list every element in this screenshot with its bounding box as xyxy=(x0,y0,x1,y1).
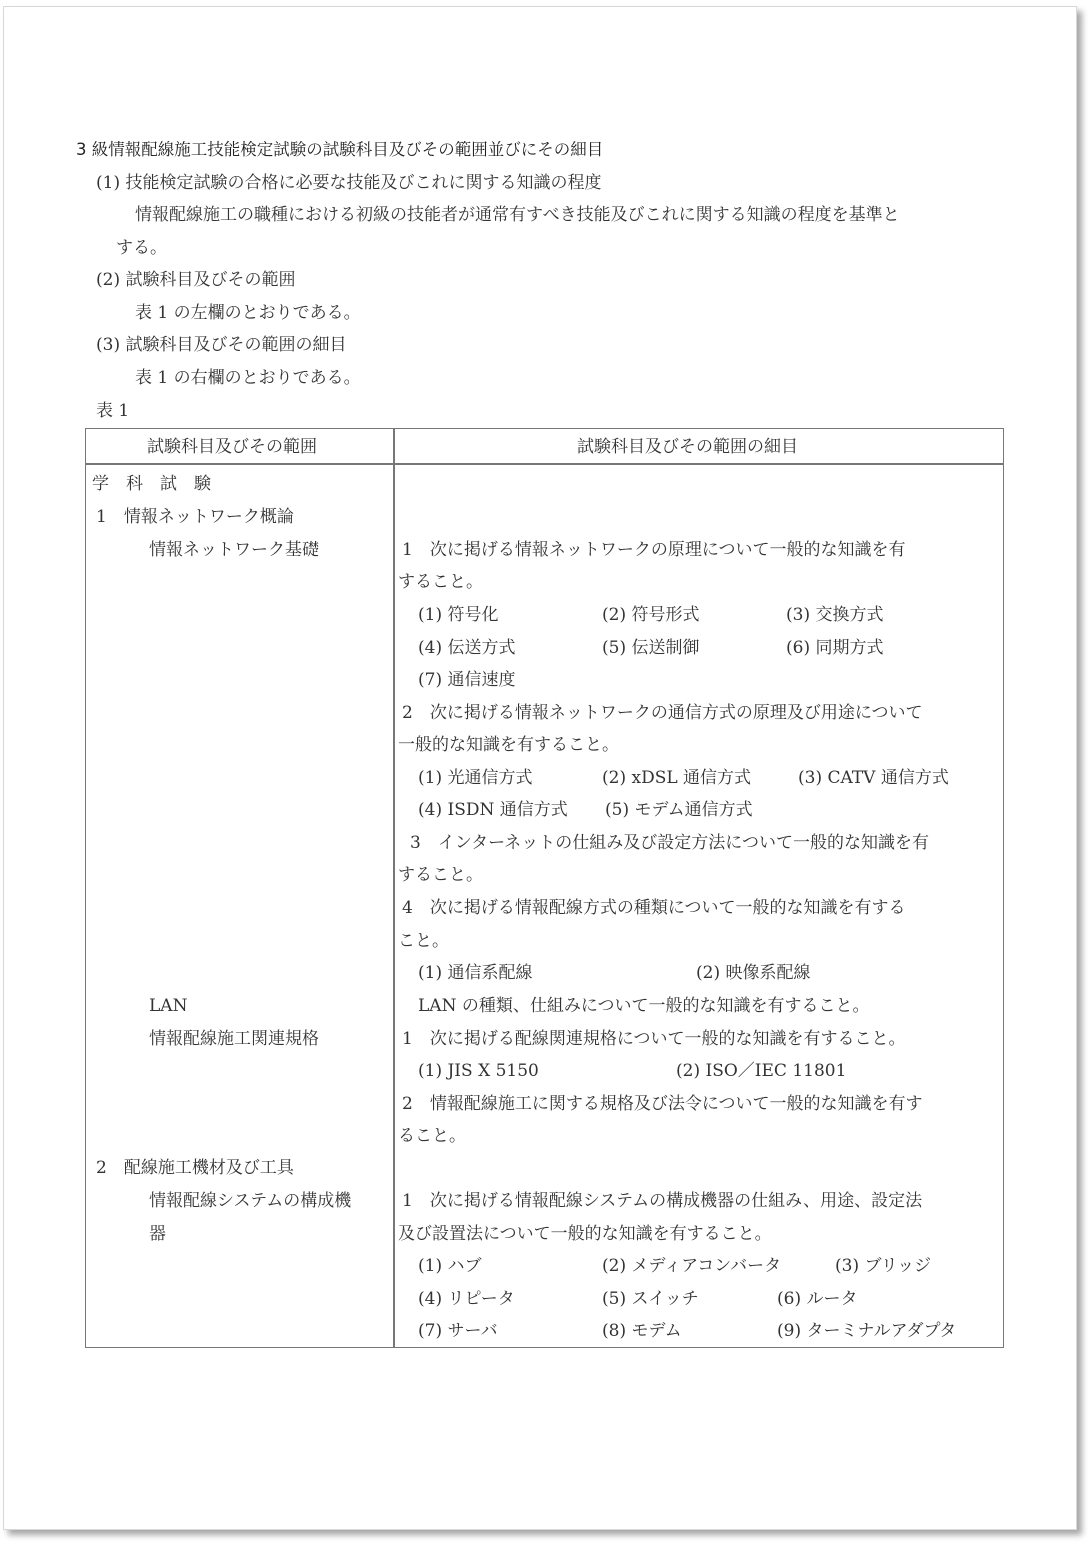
detail-1-3-cont: すること。 xyxy=(398,865,483,885)
section-1-body-cont: する。 xyxy=(116,238,167,258)
detail-1-4-item: (2) 映像系配線 xyxy=(696,963,811,983)
section-1-heading: (1) 技能検定試験の合格に必要な技能及びこれに関する知識の程度 xyxy=(96,173,602,193)
detail-2-1: 1 次に掲げる情報配線システムの構成機器の仕組み、用途、設定法 xyxy=(402,1191,923,1211)
detail-2-1-item: (6) ルータ xyxy=(777,1289,858,1309)
detail-2-1-item: (2) メディアコンバータ xyxy=(602,1256,782,1276)
section-2-heading: (2) 試験科目及びその範囲 xyxy=(96,270,296,290)
detail-2-1-item: (1) ハブ xyxy=(418,1256,482,1276)
section-3-heading: (3) 試験科目及びその範囲の細目 xyxy=(96,335,347,355)
detail-1-2-item: (5) モデム通信方式 xyxy=(605,800,753,820)
detail-2-1-item: (5) スイッチ xyxy=(602,1289,699,1309)
detail-standards-1-item: (1) JIS X 5150 xyxy=(418,1061,539,1081)
detail-1-4-cont: こと。 xyxy=(398,931,449,951)
section-1-body: 情報配線施工の職種における初級の技能者が通常有すべき技能及びこれに関する知識の程度を基準と xyxy=(135,205,900,225)
section-3-body: 表 1 の右欄のとおりである。 xyxy=(135,368,361,388)
table-header-left: 試験科目及びその範囲 xyxy=(147,437,317,457)
detail-1-2-item: (1) 光通信方式 xyxy=(418,768,533,788)
detail-2-1-item: (8) モデム xyxy=(602,1321,682,1341)
detail-standards-1-item: (2) ISO／IEC 11801 xyxy=(676,1061,847,1081)
detail-1-1: 1 次に掲げる情報ネットワークの原理について一般的な知識を有 xyxy=(402,540,906,560)
detail-1-1-item: (2) 符号形式 xyxy=(602,605,700,625)
subject-1-item-standards: 情報配線施工関連規格 xyxy=(149,1029,319,1049)
detail-1-1-item: (7) 通信速度 xyxy=(418,670,516,690)
subject-2-item-cont: 器 xyxy=(149,1224,166,1244)
detail-standards-2: 2 情報配線施工に関する規格及び法令について一般的な知識を有す xyxy=(402,1094,923,1114)
table-column-divider xyxy=(393,428,395,1348)
detail-lan: LAN の種類、仕組みについて一般的な知識を有すること。 xyxy=(418,996,870,1016)
table-header-divider xyxy=(85,463,1004,465)
table-caption: 表 1 xyxy=(96,401,130,421)
subject-2-item: 情報配線システムの構成機 xyxy=(149,1191,352,1211)
section-2-body: 表 1 の左欄のとおりである。 xyxy=(135,303,361,323)
detail-2-1-item: (4) リピータ xyxy=(418,1289,515,1309)
document-title: 3 級情報配線施工技能検定試験の試験科目及びその範囲並びにその細目 xyxy=(76,140,604,159)
detail-1-1-item: (5) 伝送制御 xyxy=(602,638,700,658)
category-label: 学 科 試 験 xyxy=(92,474,211,494)
detail-1-4: 4 次に掲げる情報配線方式の種類について一般的な知識を有する xyxy=(402,898,906,918)
detail-1-2-item: (4) ISDN 通信方式 xyxy=(418,800,568,820)
detail-1-1-item: (1) 符号化 xyxy=(418,605,499,625)
table-header-right: 試験科目及びその範囲の細目 xyxy=(577,437,798,457)
subject-1: 1 情報ネットワーク概論 xyxy=(96,507,294,527)
detail-2-1-item: (7) サーバ xyxy=(418,1321,498,1341)
detail-2-1-item: (9) ターミナルアダプタ xyxy=(777,1321,957,1341)
detail-2-1-cont: 及び設置法について一般的な知識を有すること。 xyxy=(398,1224,772,1244)
detail-1-1-cont: すること。 xyxy=(398,572,483,592)
detail-2-1-item: (3) ブリッジ xyxy=(835,1256,932,1276)
detail-1-1-item: (3) 交換方式 xyxy=(786,605,884,625)
detail-standards-1: 1 次に掲げる配線関連規格について一般的な知識を有すること。 xyxy=(402,1029,906,1049)
detail-1-4-item: (1) 通信系配線 xyxy=(418,963,533,983)
subject-2: 2 配線施工機材及び工具 xyxy=(96,1158,294,1178)
detail-1-3: 3 インターネットの仕組み及び設定方法について一般的な知識を有 xyxy=(410,833,929,853)
detail-1-2: 2 次に掲げる情報ネットワークの通信方式の原理及び用途について xyxy=(402,703,923,723)
detail-1-1-item: (6) 同期方式 xyxy=(786,638,884,658)
detail-standards-2-cont: ること。 xyxy=(398,1126,466,1146)
detail-1-2-cont: 一般的な知識を有すること。 xyxy=(398,735,619,755)
detail-1-2-item: (3) CATV 通信方式 xyxy=(798,768,949,788)
detail-1-2-item: (2) xDSL 通信方式 xyxy=(602,768,752,788)
subject-1-item-lan: LAN xyxy=(149,996,188,1016)
subject-1-item-network-basics: 情報ネットワーク基礎 xyxy=(149,540,319,560)
detail-1-1-item: (4) 伝送方式 xyxy=(418,638,516,658)
